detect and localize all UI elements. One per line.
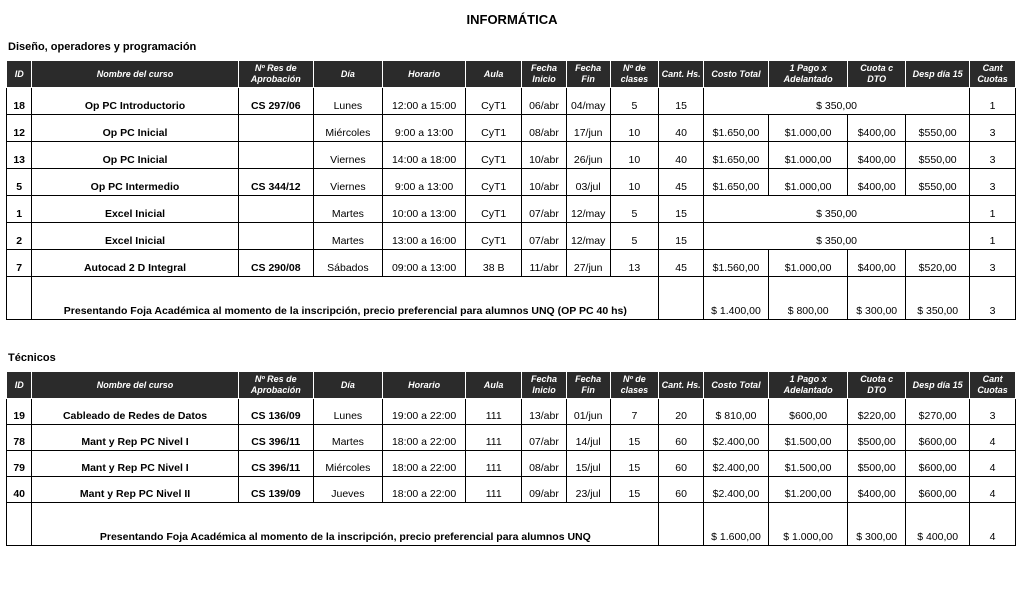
total-cost-merged: $ 350,00 — [703, 196, 969, 223]
header-dia: Día — [313, 372, 382, 399]
advance-payment-cell: $600,00 — [769, 399, 848, 425]
classes-count-cell: 5 — [610, 196, 659, 223]
resolution-number: CS 396/11 — [238, 451, 313, 477]
day-cell: Lunes — [313, 399, 382, 425]
installments-count-cell: 4 — [970, 425, 1016, 451]
section-title-tecnicos: Técnicos — [8, 352, 56, 364]
header-res: Nº Res de Aprobación — [238, 372, 313, 399]
advance-payment-cell: $1.500,00 — [769, 425, 848, 451]
start-date-cell: 08/abr — [522, 115, 567, 142]
schedule-cell: 13:00 a 16:00 — [382, 223, 465, 250]
course-id: 19 — [7, 399, 32, 425]
classroom-cell: 111 — [466, 399, 522, 425]
course-name: Op PC Inicial — [32, 142, 238, 169]
start-date-cell: 07/abr — [522, 196, 567, 223]
resolution-number: CS 396/11 — [238, 425, 313, 451]
advance-payment-cell: $1.500,00 — [769, 451, 848, 477]
course-id: 78 — [7, 425, 32, 451]
discount-installment-cell: $220,00 — [848, 399, 906, 425]
classroom-cell: CyT1 — [466, 169, 522, 196]
installments-count-cell: 1 — [970, 196, 1016, 223]
start-date-cell: 09/abr — [522, 477, 567, 503]
end-date-cell: 04/may — [566, 88, 610, 115]
hours-cell: 60 — [659, 425, 704, 451]
hours-cell: 15 — [659, 88, 704, 115]
table-row — [7, 399, 1016, 425]
header-nombre: Nombre del curso — [32, 61, 238, 88]
header-fecha-fin: Fecha Fin — [566, 61, 610, 88]
resolution-number: CS 139/09 — [238, 477, 313, 503]
resolution-number — [238, 115, 313, 142]
schedule-cell: 18:00 a 22:00 — [382, 425, 465, 451]
installments-count-cell: 1 — [970, 88, 1016, 115]
schedule-cell: 12:00 a 15:00 — [382, 88, 465, 115]
table-header-row — [7, 61, 1016, 88]
discount-installment-cell: $400,00 — [848, 169, 906, 196]
start-date-cell: 08/abr — [522, 451, 567, 477]
installments-count-cell: 3 — [970, 250, 1016, 277]
course-id: 12 — [7, 115, 32, 142]
header-cuota-dto: Cuota c DTO — [848, 61, 906, 88]
installments-count-cell: 3 — [970, 399, 1016, 425]
day-cell: Martes — [313, 425, 382, 451]
header-res: Nº Res de Aprobación — [238, 61, 313, 88]
footer-installments-count: 4 — [970, 503, 1016, 546]
header-horario: Horario — [382, 372, 465, 399]
classroom-cell: 111 — [466, 477, 522, 503]
classroom-cell: CyT1 — [466, 223, 522, 250]
installments-count-cell: 3 — [970, 115, 1016, 142]
installments-count-cell: 3 — [970, 142, 1016, 169]
table-row — [7, 250, 1016, 277]
footer-empty-cell — [7, 503, 32, 546]
late-installment-cell: $550,00 — [906, 169, 970, 196]
course-name: Mant y Rep PC Nivel I — [32, 425, 238, 451]
table-row — [7, 88, 1016, 115]
footer-installments-count: 3 — [970, 277, 1016, 320]
late-installment-cell: $520,00 — [906, 250, 970, 277]
courses-table-tecnicos — [6, 371, 1016, 546]
classes-count-cell: 7 — [610, 399, 659, 425]
start-date-cell: 06/abr — [522, 88, 567, 115]
classroom-cell: CyT1 — [466, 142, 522, 169]
table-row — [7, 477, 1016, 503]
header-cant-cuotas: Cant Cuotas — [970, 61, 1016, 88]
header-cant-cuotas: Cant Cuotas — [970, 372, 1016, 399]
table-row — [7, 142, 1016, 169]
header-pago-adelantado: 1 Pago x Adelantado — [769, 61, 848, 88]
hours-cell: 40 — [659, 142, 704, 169]
discount-installment-cell: $400,00 — [848, 477, 906, 503]
footer-late-installment: $ 400,00 — [906, 503, 970, 546]
day-cell: Martes — [313, 223, 382, 250]
schedule-cell: 14:00 a 18:00 — [382, 142, 465, 169]
advance-payment-cell: $1.000,00 — [769, 250, 848, 277]
header-fecha-inicio: Fecha Inicio — [522, 61, 567, 88]
header-fecha-fin: Fecha Fin — [566, 372, 610, 399]
table-row — [7, 115, 1016, 142]
header-dia: Día — [313, 61, 382, 88]
installments-count-cell: 3 — [970, 169, 1016, 196]
total-cost-cell: $1.560,00 — [703, 250, 768, 277]
resolution-number: CS 344/12 — [238, 169, 313, 196]
end-date-cell: 12/may — [566, 196, 610, 223]
total-cost-merged: $ 350,00 — [703, 88, 969, 115]
hours-cell: 40 — [659, 115, 704, 142]
late-installment-cell: $600,00 — [906, 477, 970, 503]
course-id: 7 — [7, 250, 32, 277]
course-name: Autocad 2 D Integral — [32, 250, 238, 277]
classes-count-cell: 5 — [610, 223, 659, 250]
total-cost-cell: $1.650,00 — [703, 142, 768, 169]
installments-count-cell: 1 — [970, 223, 1016, 250]
header-pago-adelantado: 1 Pago x Adelantado — [769, 372, 848, 399]
day-cell: Miércoles — [313, 115, 382, 142]
installments-count-cell: 4 — [970, 451, 1016, 477]
table-row — [7, 451, 1016, 477]
hours-cell: 60 — [659, 451, 704, 477]
classes-count-cell: 15 — [610, 425, 659, 451]
header-aula: Aula — [466, 61, 522, 88]
advance-payment-cell: $1.000,00 — [769, 142, 848, 169]
course-id: 5 — [7, 169, 32, 196]
end-date-cell: 14/jul — [566, 425, 610, 451]
course-name: Cableado de Redes de Datos — [32, 399, 238, 425]
footer-advance-payment: $ 1.000,00 — [769, 503, 848, 546]
end-date-cell: 27/jun — [566, 250, 610, 277]
late-installment-cell: $600,00 — [906, 451, 970, 477]
header-horas: Cant. Hs. — [659, 372, 704, 399]
hours-cell: 20 — [659, 399, 704, 425]
end-date-cell: 26/jun — [566, 142, 610, 169]
header-clases: Nº de clases — [610, 61, 659, 88]
schedule-cell: 19:00 a 22:00 — [382, 399, 465, 425]
header-horario: Horario — [382, 61, 465, 88]
footer-empty-cell — [659, 277, 704, 320]
header-nombre: Nombre del curso — [32, 372, 238, 399]
resolution-number — [238, 223, 313, 250]
course-id: 1 — [7, 196, 32, 223]
discount-installment-cell: $400,00 — [848, 115, 906, 142]
footer-row — [7, 503, 1016, 546]
header-clases: Nº de clases — [610, 372, 659, 399]
discount-installment-cell: $400,00 — [848, 250, 906, 277]
total-cost-cell: $2.400,00 — [703, 425, 768, 451]
course-id: 79 — [7, 451, 32, 477]
end-date-cell: 01/jun — [566, 399, 610, 425]
late-installment-cell: $600,00 — [906, 425, 970, 451]
total-cost-cell: $2.400,00 — [703, 451, 768, 477]
total-cost-cell: $1.650,00 — [703, 169, 768, 196]
resolution-number: CS 136/09 — [238, 399, 313, 425]
classroom-cell: 38 B — [466, 250, 522, 277]
header-id: ID — [7, 61, 32, 88]
start-date-cell: 11/abr — [522, 250, 567, 277]
table-row — [7, 196, 1016, 223]
start-date-cell: 07/abr — [522, 425, 567, 451]
start-date-cell: 10/abr — [522, 169, 567, 196]
classroom-cell: CyT1 — [466, 88, 522, 115]
schedule-cell: 18:00 a 22:00 — [382, 477, 465, 503]
day-cell: Viernes — [313, 169, 382, 196]
course-id: 2 — [7, 223, 32, 250]
table-header-row — [7, 372, 1016, 399]
course-name: Op PC Introductorio — [32, 88, 238, 115]
header-horas: Cant. Hs. — [659, 61, 704, 88]
resolution-number: CS 290/08 — [238, 250, 313, 277]
footer-late-installment: $ 350,00 — [906, 277, 970, 320]
classes-count-cell: 10 — [610, 115, 659, 142]
footer-advance-payment: $ 800,00 — [769, 277, 848, 320]
course-id: 13 — [7, 142, 32, 169]
course-id: 40 — [7, 477, 32, 503]
day-cell: Miércoles — [313, 451, 382, 477]
table-row — [7, 425, 1016, 451]
page-title: INFORMÁTICA — [466, 12, 558, 27]
courses-table-diseno — [6, 60, 1016, 320]
footer-empty-cell — [659, 503, 704, 546]
end-date-cell: 17/jun — [566, 115, 610, 142]
late-installment-cell: $550,00 — [906, 142, 970, 169]
resolution-number: CS 297/06 — [238, 88, 313, 115]
end-date-cell: 15/jul — [566, 451, 610, 477]
course-name: Op PC Intermedio — [32, 169, 238, 196]
hours-cell: 45 — [659, 250, 704, 277]
resolution-number — [238, 142, 313, 169]
total-cost-cell: $2.400,00 — [703, 477, 768, 503]
total-cost-merged: $ 350,00 — [703, 223, 969, 250]
course-name: Excel Inicial — [32, 223, 238, 250]
header-cuota-dto: Cuota c DTO — [848, 372, 906, 399]
table-row — [7, 223, 1016, 250]
footer-empty-cell — [7, 277, 32, 320]
advance-payment-cell: $1.200,00 — [769, 477, 848, 503]
section-title-diseno: Diseño, operadores y programación — [8, 41, 197, 53]
footer-row — [7, 277, 1016, 320]
course-name: Mant y Rep PC Nivel II — [32, 477, 238, 503]
classes-count-cell: 15 — [610, 451, 659, 477]
course-name: Op PC Inicial — [32, 115, 238, 142]
classes-count-cell: 10 — [610, 169, 659, 196]
classroom-cell: CyT1 — [466, 115, 522, 142]
advance-payment-cell: $1.000,00 — [769, 169, 848, 196]
hours-cell: 60 — [659, 477, 704, 503]
footer-discount-installment: $ 300,00 — [848, 277, 906, 320]
classes-count-cell: 15 — [610, 477, 659, 503]
total-cost-cell: $1.650,00 — [703, 115, 768, 142]
total-cost-cell: $ 810,00 — [703, 399, 768, 425]
schedule-cell: 9:00 a 13:00 — [382, 169, 465, 196]
footer-note: Presentando Foja Académica al momento de la inscripción, precio preferencial para alumnos UNQ — [32, 503, 659, 546]
course-name: Mant y Rep PC Nivel I — [32, 451, 238, 477]
classroom-cell: CyT1 — [466, 196, 522, 223]
installments-count-cell: 4 — [970, 477, 1016, 503]
header-fecha-inicio: Fecha Inicio — [522, 372, 567, 399]
schedule-cell: 10:00 a 13:00 — [382, 196, 465, 223]
footer-total-cost: $ 1.600,00 — [703, 503, 768, 546]
header-costo-total: Costo Total — [703, 372, 768, 399]
classroom-cell: 111 — [466, 425, 522, 451]
discount-installment-cell: $500,00 — [848, 425, 906, 451]
advance-payment-cell: $1.000,00 — [769, 115, 848, 142]
day-cell: Jueves — [313, 477, 382, 503]
discount-installment-cell: $400,00 — [848, 142, 906, 169]
classes-count-cell: 5 — [610, 88, 659, 115]
footer-discount-installment: $ 300,00 — [848, 503, 906, 546]
late-installment-cell: $550,00 — [906, 115, 970, 142]
header-desp-dia-15: Desp día 15 — [906, 372, 970, 399]
footer-note: Presentando Foja Académica al momento de la inscripción, precio preferencial para alumnos UNQ (OP PC 40 hs) — [32, 277, 659, 320]
day-cell: Viernes — [313, 142, 382, 169]
end-date-cell: 23/jul — [566, 477, 610, 503]
discount-installment-cell: $500,00 — [848, 451, 906, 477]
start-date-cell: 10/abr — [522, 142, 567, 169]
hours-cell: 15 — [659, 196, 704, 223]
schedule-cell: 18:00 a 22:00 — [382, 451, 465, 477]
late-installment-cell: $270,00 — [906, 399, 970, 425]
header-aula: Aula — [466, 372, 522, 399]
classes-count-cell: 10 — [610, 142, 659, 169]
day-cell: Martes — [313, 196, 382, 223]
hours-cell: 15 — [659, 223, 704, 250]
table-row — [7, 169, 1016, 196]
header-id: ID — [7, 372, 32, 399]
end-date-cell: 03/jul — [566, 169, 610, 196]
classes-count-cell: 13 — [610, 250, 659, 277]
day-cell: Sábados — [313, 250, 382, 277]
course-id: 18 — [7, 88, 32, 115]
schedule-cell: 09:00 a 13:00 — [382, 250, 465, 277]
start-date-cell: 07/abr — [522, 223, 567, 250]
header-desp-dia-15: Desp día 15 — [906, 61, 970, 88]
resolution-number — [238, 196, 313, 223]
schedule-cell: 9:00 a 13:00 — [382, 115, 465, 142]
header-costo-total: Costo Total — [703, 61, 768, 88]
classroom-cell: 111 — [466, 451, 522, 477]
footer-total-cost: $ 1.400,00 — [703, 277, 768, 320]
hours-cell: 45 — [659, 169, 704, 196]
start-date-cell: 13/abr — [522, 399, 567, 425]
end-date-cell: 12/may — [566, 223, 610, 250]
day-cell: Lunes — [313, 88, 382, 115]
course-name: Excel Inicial — [32, 196, 238, 223]
